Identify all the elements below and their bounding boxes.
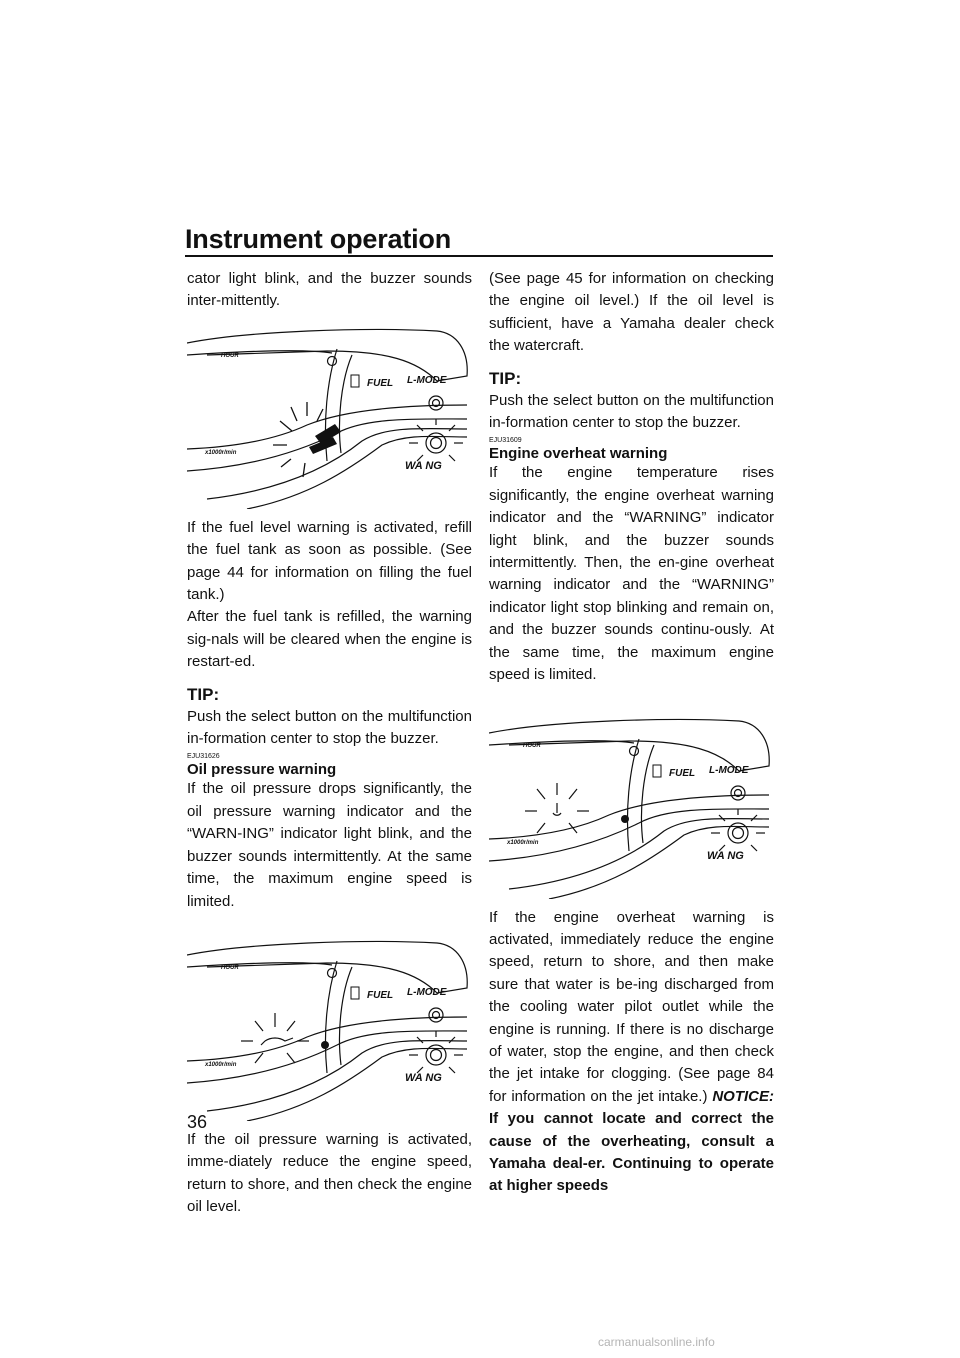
- page-header: [185, 224, 773, 254]
- paragraph: If the oil pressure warning is activated, imme-diately reduce the engine speed, return to shore, and then check the engine oil level.: [187, 1130, 472, 1216]
- section-code: EJU31626: [187, 753, 220, 761]
- gauge-hour-label: HOUR: [523, 742, 541, 749]
- fuel-pump-icon: [351, 375, 359, 387]
- page-title: Instrument operation: [185, 224, 452, 254]
- paragraph-text: If the engine overheat warning is activated, immediately reduce the engine speed, return to shore, and then make sure that water is be-ing discharged from the cooling water pilot outlet while the engine is running. If there is no discharge of water, stop the engine, and then check the jet intake for clogging. (See page 84 for information on the jet intake.): [489, 908, 774, 1105]
- paragraph: If the fuel level warning is activated, refill the fuel tank as soon as possible. (See page 44 for information on filling the fuel tank.): [187, 518, 472, 604]
- paragraph: If the oil pressure drops significantly, the oil pressure warning indicator and the “WARN-ING” indicator light blink, and the buzzer sounds intermittently. At the same time, the maximum engine speed is limited.: [187, 780, 472, 910]
- gauge-rpm-label: x1000r/min: [507, 839, 539, 846]
- gauge-warning-label: WA NG: [405, 1071, 442, 1084]
- tip-title: TIP:: [489, 368, 522, 388]
- tip-text: Push the select button on the multifunction in-formation center to stop the buzzer.: [489, 391, 774, 432]
- gauge-hour-label: HOUR: [221, 352, 239, 359]
- gauge-rpm-label: x1000r/min: [205, 1061, 237, 1068]
- paragraph: If the engine temperature rises significantly, the engine overheat warning indicator and the “WARNING” indicator light blink, and the buzzer sounds intermittently. Then, the en-gine overheat warning indicator and the “WARNING” indicator light stop blinking and remain on, and the buzzer sounds continu-ously. At the same time, the maximum engine speed is limited.: [489, 464, 774, 684]
- gauge-lmode-label: L-MODE: [407, 374, 447, 386]
- page-number: 36: [187, 1112, 208, 1132]
- gauge-warning-label: WA NG: [405, 459, 442, 472]
- gauge-fuel-label: FUEL: [367, 989, 394, 1001]
- paragraph: [489, 907, 774, 1198]
- gauge-rpm-label: x1000r/min: [205, 449, 237, 456]
- header-rule: [185, 255, 773, 257]
- paragraph: cator light blink, and the buzzer sounds inter-mittently.: [187, 270, 472, 310]
- section-heading: Oil pressure warning: [187, 761, 337, 779]
- engine-overheat-illustration: [489, 711, 774, 899]
- watermark: carmanualsonline.info: [598, 1335, 715, 1349]
- gauge-lmode-label: L-MODE: [407, 986, 447, 998]
- paragraph: After the fuel tank is refilled, the warning sig-nals will be cleared when the engine is restart-ed.: [187, 608, 472, 671]
- gauge-lmode-label: L-MODE: [709, 764, 749, 776]
- tip-text: Push the select button on the multifunction in-formation center to stop the buzzer.: [187, 707, 472, 748]
- paragraph: (See page 45 for information on checking the engine oil level.) If the oil level is sufficient, have a Yamaha dealer check the watercraft.: [489, 270, 774, 355]
- section-heading: Engine overheat warning: [489, 445, 668, 463]
- oil-pressure-illustration: [187, 933, 472, 1121]
- gauge-hour-label: HOUR: [221, 964, 239, 971]
- section-code: EJU31609: [489, 437, 522, 445]
- gauge-fuel-label: FUEL: [669, 767, 696, 779]
- fuel-warning-illustration: [187, 321, 472, 509]
- fuel-pump-icon: [653, 765, 661, 777]
- notice-text: If you cannot locate and correct the cause of the overheating, consult a Yamaha deal-er. Continuing to operate at higher speeds: [489, 1110, 774, 1195]
- thermometer-icon: [553, 803, 561, 815]
- notice-label: NOTICE:: [712, 1087, 774, 1105]
- gauge-warning-label: WA NG: [707, 849, 744, 862]
- left-column: [187, 268, 472, 1219]
- gauge-fuel-label: FUEL: [367, 377, 394, 389]
- tip-title: TIP:: [187, 684, 220, 704]
- right-column: [489, 268, 774, 1198]
- fuel-pump-icon: [351, 987, 359, 999]
